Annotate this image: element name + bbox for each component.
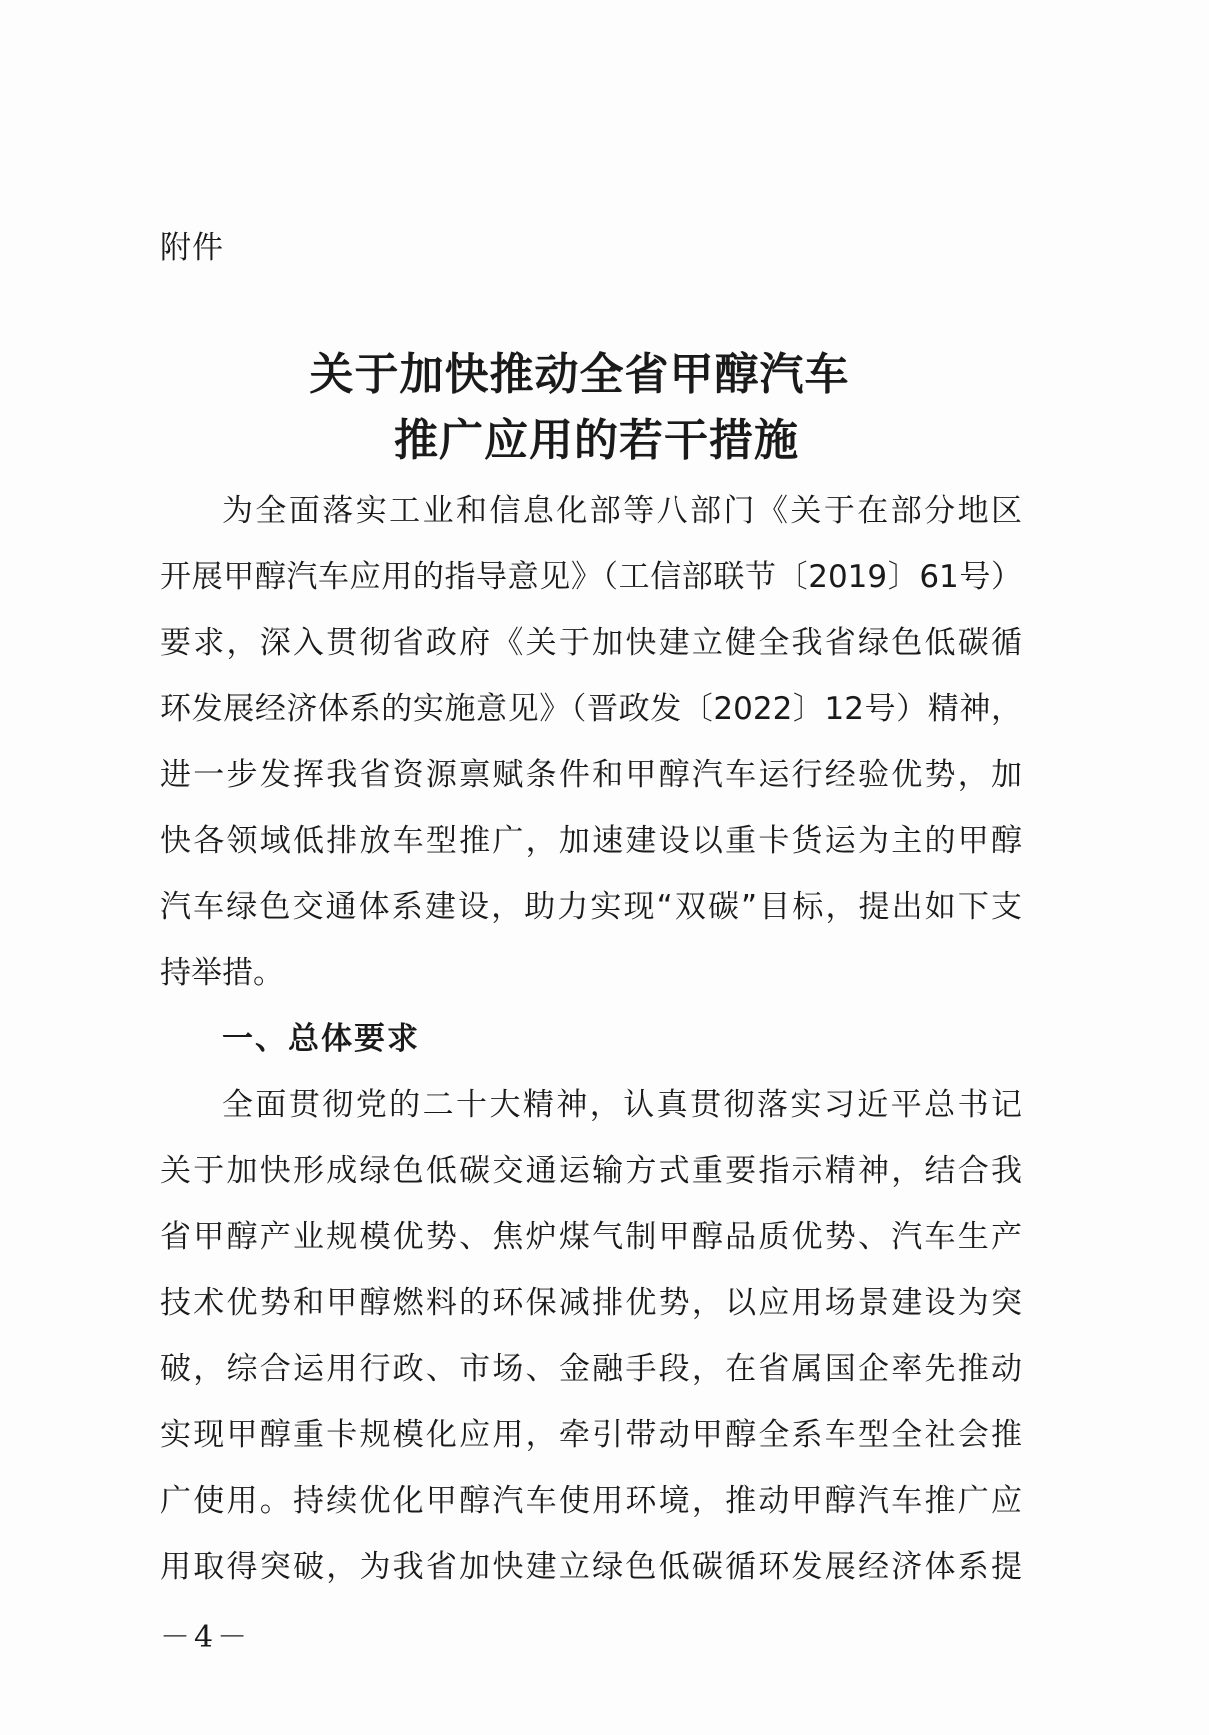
paragraph-line: 破，综合运用行政、市场、金融手段，在省属国企率先推动	[160, 1351, 1022, 1387]
paragraph-line: 进一步发挥我省资源禀赋条件和甲醇汽车运行经验优势，加	[160, 757, 1022, 793]
document-title-line-1: 关于加快推动全省甲醇汽车	[309, 349, 850, 400]
paragraph-line: 开展甲醇汽车应用的指导意见》（工信部联节〔2019〕61号）	[160, 559, 1022, 595]
paragraph-line: 广使用。持续优化甲醇汽车使用环境，推动甲醇汽车推广应	[160, 1483, 1022, 1519]
paragraph-line: 全面贯彻党的二十大精神，认真贯彻落实习近平总书记	[222, 1087, 1022, 1123]
paragraph-line: 用取得突破，为我省加快建立绿色低碳循环发展经济体系提	[160, 1549, 1022, 1585]
paragraph-line: 环发展经济体系的实施意见》（晋政发〔2022〕12号）精神，	[160, 691, 1022, 727]
paragraph-line: 汽车绿色交通体系建设，助力实现“双碳”目标，提出如下支	[160, 889, 1022, 925]
attachment-label: 附件	[160, 230, 224, 266]
paragraph-line: 要求，深入贯彻省政府《关于加快建立健全我省绿色低碳循	[160, 625, 1022, 661]
document-title-line-2: 推广应用的若干措施	[394, 415, 799, 466]
paragraph-line: 持举措。	[160, 955, 284, 991]
paragraph-line: 实现甲醇重卡规模化应用，牵引带动甲醇全系车型全社会推	[160, 1417, 1022, 1453]
paragraph-line: 关于加快形成绿色低碳交通运输方式重要指示精神，结合我	[160, 1153, 1022, 1189]
paragraph-line: 为全面落实工业和信息化部等八部门《关于在部分地区	[222, 493, 1022, 529]
paragraph-line: 快各领域低排放车型推广，加速建设以重卡货运为主的甲醇	[160, 823, 1022, 859]
paragraph-line: 技术优势和甲醇燃料的环保减排优势，以应用场景建设为突	[160, 1285, 1022, 1321]
page-number: －4－	[160, 1620, 252, 1655]
paragraph-line: 省甲醇产业规模优势、焦炉煤气制甲醇品质优势、汽车生产	[160, 1219, 1022, 1255]
section-heading: 一、总体要求	[222, 1021, 420, 1057]
